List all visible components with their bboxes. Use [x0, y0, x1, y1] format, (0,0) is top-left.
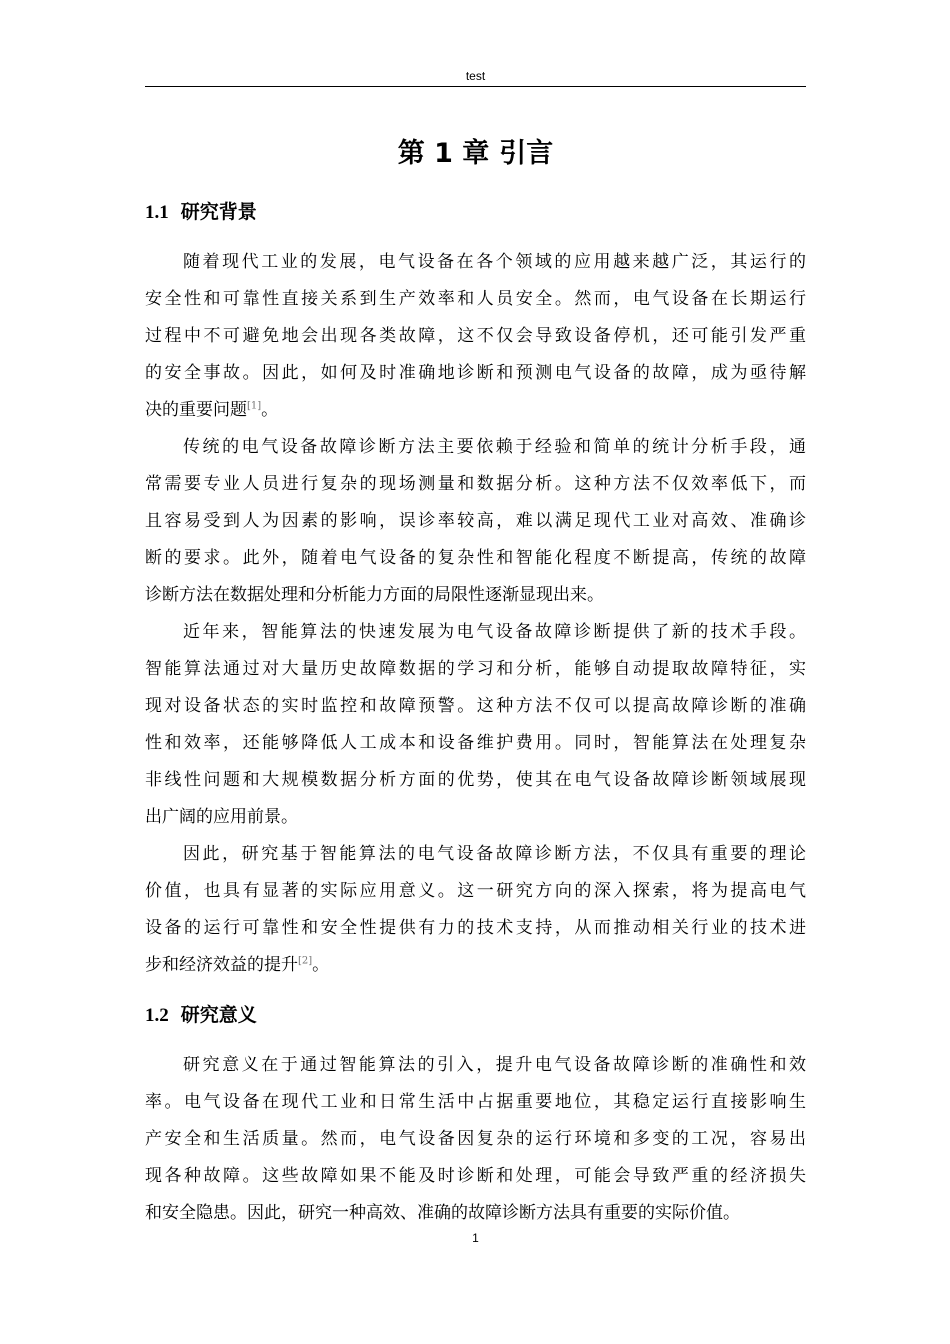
section-title: 研究背景	[180, 201, 257, 223]
paragraph-line: 非线性问题和大规模数据分析方面的优势，使其在电气设备故障诊断领域展现	[145, 770, 806, 790]
section-number: 1.1	[145, 202, 169, 223]
paragraph-line: 且容易受到人为因素的影响，误诊率较高，难以满足现代工业对高效、准确诊	[145, 511, 806, 531]
paragraph-line: 和安全隐患。因此，研究一种高效、准确的故障诊断方法具有重要的实际价值。	[145, 1203, 740, 1223]
paragraph-line: 率。电气设备在现代工业和日常生活中占据重要地位，其稳定运行直接影响生	[145, 1092, 806, 1112]
paragraph-line: 现各种故障。这些故障如果不能及时诊断和处理，可能会导致严重的经济损失	[145, 1166, 806, 1186]
paragraph-line: 的安全事故。因此，如何及时准确地诊断和预测电气设备的故障，成为亟待解	[145, 363, 806, 383]
chapter-number: 第 1 章	[397, 138, 490, 169]
chapter-name: 引言	[499, 138, 554, 169]
paragraph-line: 近年来，智能算法的快速发展为电气设备故障诊断提供了新的技术手段。	[183, 622, 806, 642]
paragraph-line: 安全性和可靠性直接关系到生产效率和人员安全。然而，电气设备在长期运行	[145, 289, 806, 309]
paragraph-text: 步和经济效益的提升	[145, 955, 298, 975]
section-number: 1.2	[145, 1005, 169, 1026]
paragraph-line: 设备的运行可靠性和安全性提供有力的技术支持，从而推动相关行业的技术进	[145, 918, 806, 938]
paragraph-line: 随着现代工业的发展，电气设备在各个领域的应用越来越广泛，其运行的	[183, 252, 806, 272]
paragraph-line: 性和效率，还能够降低人工成本和设备维护费用。同时，智能算法在处理复杂	[145, 733, 806, 753]
page-number: 1	[472, 1231, 479, 1245]
paragraph-line: 诊断方法在数据处理和分析能力方面的局限性逐渐显现出来。	[145, 585, 604, 605]
paragraph-tail: 。	[261, 400, 279, 420]
paragraph-text: 决的重要问题	[145, 400, 247, 420]
paragraph-line: 出广阔的应用前景。	[145, 807, 298, 827]
paragraph-line: 过程中不可避免地会出现各类故障，这不仅会导致设备停机，还可能引发严重	[145, 326, 806, 346]
section-heading-1-2	[145, 1000, 257, 1031]
paragraph-line: 智能算法通过对大量历史故障数据的学习和分析，能够自动提取故障特征，实	[145, 659, 806, 679]
paragraph-line: 常需要专业人员进行复杂的现场测量和数据分析。这种方法不仅效率低下，而	[145, 474, 806, 494]
header-divider	[145, 86, 806, 87]
section-heading-1-1	[145, 197, 257, 228]
page-header: test	[465, 69, 486, 83]
chapter-title	[145, 132, 806, 176]
paragraph-line: 研究意义在于通过智能算法的引入，提升电气设备故障诊断的准确性和效	[183, 1055, 806, 1075]
paragraph-line-last	[145, 953, 806, 977]
paragraph-line: 现对设备状态的实时监控和故障预警。这种方法不仅可以提高故障诊断的准确	[145, 696, 806, 716]
citation-marker[interactable]: [2]	[298, 955, 313, 967]
section-title: 研究意义	[180, 1004, 257, 1026]
paragraph-tail: 。	[312, 955, 330, 975]
citation-marker[interactable]: [1]	[247, 400, 262, 412]
paragraph-line: 传统的电气设备故障诊断方法主要依赖于经验和简单的统计分析手段，通	[183, 437, 806, 457]
paragraph-line: 因此，研究基于智能算法的电气设备故障诊断方法，不仅具有重要的理论	[183, 844, 806, 864]
paragraph-line: 断的要求。此外，随着电气设备的复杂性和智能化程度不断提高，传统的故障	[145, 548, 806, 568]
paragraph-line: 产安全和生活质量。然而，电气设备因复杂的运行环境和多变的工况，容易出	[145, 1129, 806, 1149]
paragraph-line-last	[145, 398, 806, 422]
paragraph-line: 价值，也具有显著的实际应用意义。这一研究方向的深入探索，将为提高电气	[145, 881, 806, 901]
